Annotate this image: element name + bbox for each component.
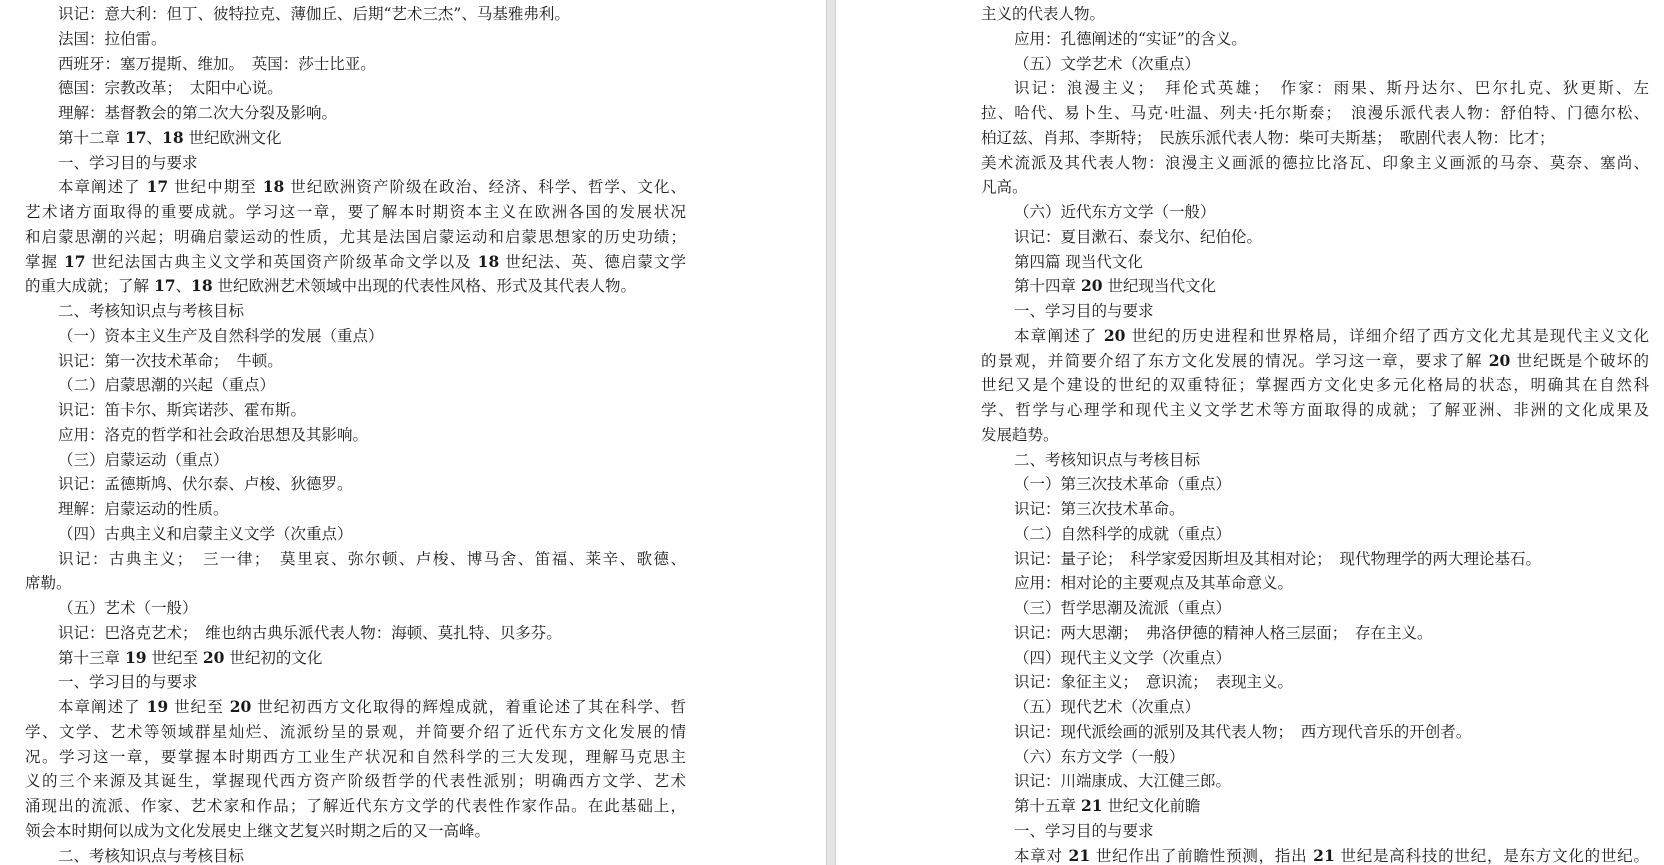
text-line: 主义的代表人物。 — [981, 5, 1106, 23]
text-line: 美术流派及其代表人物：浪漫主义画派的德拉比洛瓦、印象主义画派的马奈、莫奈、塞尚、 — [981, 153, 1649, 172]
text-line: 西班牙：塞万提斯、维加。 英国：莎士比亚。 — [58, 54, 376, 73]
section-heading: 二、考核知识点与考核目标 — [1014, 450, 1201, 469]
chapter-heading: 第十四章 20 世纪现当代文化 — [1014, 276, 1216, 296]
page-text-body — [981, 2, 1649, 865]
text-line: 凡高。 — [981, 178, 1028, 197]
paragraph-line: 和启蒙思潮的兴起；明确启蒙运动的性质，尤其是法国启蒙运动和启蒙思想家的历史功绩； — [25, 227, 686, 246]
subsection-heading: （五）文学艺术（次重点） — [1014, 54, 1201, 73]
paragraph-line: 本章阐述了 19 世纪至 20 世纪初西方文化取得的辉煌成就，着重论述了其在科学、哲 — [58, 697, 686, 716]
paragraph-line: 本章对 21 世纪作出了前瞻性预测，指出 21 世纪是高科技的世纪，是东方文化的世纪。 — [1014, 845, 1649, 865]
text-line: 识记：第一次技术革命； 牛顿。 — [58, 351, 283, 370]
subsection-heading: （一）资本主义生产及自然科学的发展（重点） — [58, 326, 384, 345]
paragraph-line: 的景观，并简要介绍了东方文化发展的情况。学习这一章，要求了解 20 世纪既是个破坏的 — [981, 350, 1649, 370]
paragraph-line: 世纪又是个建设的世纪的双重特征；掌握西方文化史多元化格局的状态，明确其在自然科 — [981, 376, 1649, 395]
subsection-heading: （四）现代主义文学（次重点） — [1014, 648, 1232, 667]
paragraph-line: 发展趋势。 — [981, 425, 1059, 444]
text-line: 识记：第三次技术革命。 — [1014, 500, 1185, 518]
part-heading: 第四篇 现当代文化 — [1014, 252, 1143, 271]
subsection-heading: （三）哲学思潮及流派（重点） — [1014, 599, 1232, 617]
paragraph-line: 况。学习这一章，要掌握本时期西方工业生产状况和自然科学的三大发现，理解马克思主 — [25, 747, 686, 766]
subsection-heading: （一）第三次技术革命（重点） — [1014, 475, 1232, 494]
text-line: 识记：两大思潮； 弗洛伊德的精神人格三层面； 存在主义。 — [1014, 623, 1433, 642]
paragraph-line: 掌握 17 世纪法国古典主义文学和英国资产阶级革命文学以及 18 世纪法、英、德启蒙文学 — [25, 251, 686, 271]
text-line: 识记：量子论； 科学家爱因斯坦及其相对论； 现代物理学的两大理论基石。 — [1014, 549, 1542, 568]
paragraph-line: 涌现出的流派、作家、艺术家和作品；了解近代东方文学的代表性作家作品。在此基础上， — [25, 797, 686, 815]
subsection-heading: （六）东方文学（一般） — [1014, 747, 1185, 766]
subsection-heading: （二）启蒙思潮的兴起（重点） — [58, 376, 276, 395]
text-line: 柏辽兹、肖邦、李斯特； 民族乐派代表人物：柴可夫斯基； 歌剧代表人物：比才； — [981, 128, 1555, 147]
paragraph-line: 领会本时期何以成为文化发展史上继文艺复兴时期之后的又一高峰。 — [25, 821, 491, 840]
text-line: 识记：古典主义； 三一律； 莫里哀、弥尔顿、卢梭、博马舍、笛福、莱辛、歌德、 — [58, 549, 686, 568]
subsection-heading: （四）古典主义和启蒙主义文学（次重点） — [58, 524, 353, 543]
subsection-heading: （二）自然科学的成就（重点） — [1014, 524, 1232, 543]
paragraph-line: 本章阐述了 20 世纪的历史进程和世界格局，详细介绍了西方文化尤其是现代主义文化 — [1014, 325, 1649, 345]
paragraph-line: 艺术诸方面取得的重要成就。学习这一章，要了解本时期资本主义在欧洲各国的发展状况 — [25, 203, 686, 221]
chapter-heading: 第十五章 21 世纪文化前瞻 — [1014, 796, 1201, 815]
document-page-right — [836, 0, 1664, 865]
subsection-heading: （五）现代艺术（次重点） — [1014, 698, 1201, 716]
paragraph-line: 本章阐述了 17 世纪中期至 18 世纪欧洲资产阶级在政治、经济、科学、哲学、文化、 — [58, 177, 686, 197]
text-line: 应用：洛克的哲学和社会政治思想及其影响。 — [58, 425, 369, 444]
text-line: 识记：巴洛克艺术； 维也纳古典乐派代表人物：海顿、莫扎特、贝多芬。 — [58, 623, 562, 642]
section-heading: 一、学习目的与要求 — [58, 673, 198, 692]
text-line: 识记：浪漫主义； 拜伦式英雄； 作家：雨果、斯丹达尔、巴尔扎克、狄更斯、左 — [1014, 79, 1649, 98]
text-line: 识记：夏目漱石、泰戈尔、纪伯伦。 — [1014, 227, 1263, 246]
text-line: 法国：拉伯雷。 — [58, 29, 167, 48]
chapter-heading: 第十二章 17、18 世纪欧洲文化 — [58, 127, 282, 147]
text-line: 识记：笛卡尔、斯宾诺莎、霍布斯。 — [58, 401, 307, 419]
text-line: 识记：意大利：但丁、彼特拉克、薄伽丘、后期“艺术三杰”、马基雅弗利。 — [58, 5, 570, 23]
subsection-heading: （五）艺术（一般） — [58, 599, 198, 617]
chapter-heading: 第十三章 19 世纪至 20 世纪初的文化 — [58, 647, 323, 667]
text-line: 识记：川端康成、大江健三郎。 — [1014, 772, 1232, 791]
subsection-heading: （六）近代东方文学（一般） — [1014, 203, 1216, 221]
section-heading: 二、考核知识点与考核目标 — [58, 846, 245, 865]
section-heading: 一、学习目的与要求 — [1014, 821, 1154, 840]
paragraph-line: 的重大成就；了解 17、18 世纪欧洲艺术领域中出现的代表性风格、形式及其代表人物。 — [25, 276, 637, 296]
text-line: 德国：宗教改革； 太阳中心说。 — [58, 79, 283, 98]
text-line: 理解：启蒙运动的性质。 — [58, 500, 229, 518]
text-line: 理解：基督教会的第二次大分裂及影响。 — [58, 104, 338, 122]
text-line: 拉、哈代、易卜生、马克·吐温、列夫·托尔斯泰； 浪漫乐派代表人物：舒伯特、门德尔松、 — [981, 104, 1649, 122]
page-gutter — [826, 0, 836, 865]
section-heading: 二、考核知识点与考核目标 — [58, 302, 245, 320]
section-heading: 一、学习目的与要求 — [58, 153, 198, 172]
paragraph-line: 学、哲学与心理学和现代主义文学艺术等方面取得的成就；了解亚洲、非洲的文化成果及 — [981, 401, 1649, 419]
subsection-heading: （三）启蒙运动（重点） — [58, 450, 229, 469]
text-line: 应用：孔德阐述的“实证”的含义。 — [1014, 29, 1247, 48]
document-page-left — [0, 0, 826, 865]
text-line: 席勒。 — [25, 574, 72, 593]
section-heading: 一、学习目的与要求 — [1014, 302, 1154, 320]
text-line: 识记：象征主义； 意识流； 表现主义。 — [1014, 673, 1294, 692]
text-line: 识记：现代派绘画的派别及其代表人物； 西方现代音乐的开创者。 — [1014, 722, 1472, 741]
page-text-body — [25, 2, 686, 865]
text-line: 识记：孟德斯鸠、伏尔泰、卢梭、狄德罗。 — [58, 475, 353, 494]
paragraph-line: 义的三个来源及其诞生，掌握现代西方资产阶级哲学的代表性派别；明确西方文学、艺术 — [25, 772, 686, 791]
paragraph-line: 学、文学、艺术等领域群星灿烂、流派纷呈的景观，并简要介绍了近代东方文化发展的情 — [25, 722, 686, 741]
text-line: 应用：相对论的主要观点及其革命意义。 — [1014, 574, 1294, 593]
